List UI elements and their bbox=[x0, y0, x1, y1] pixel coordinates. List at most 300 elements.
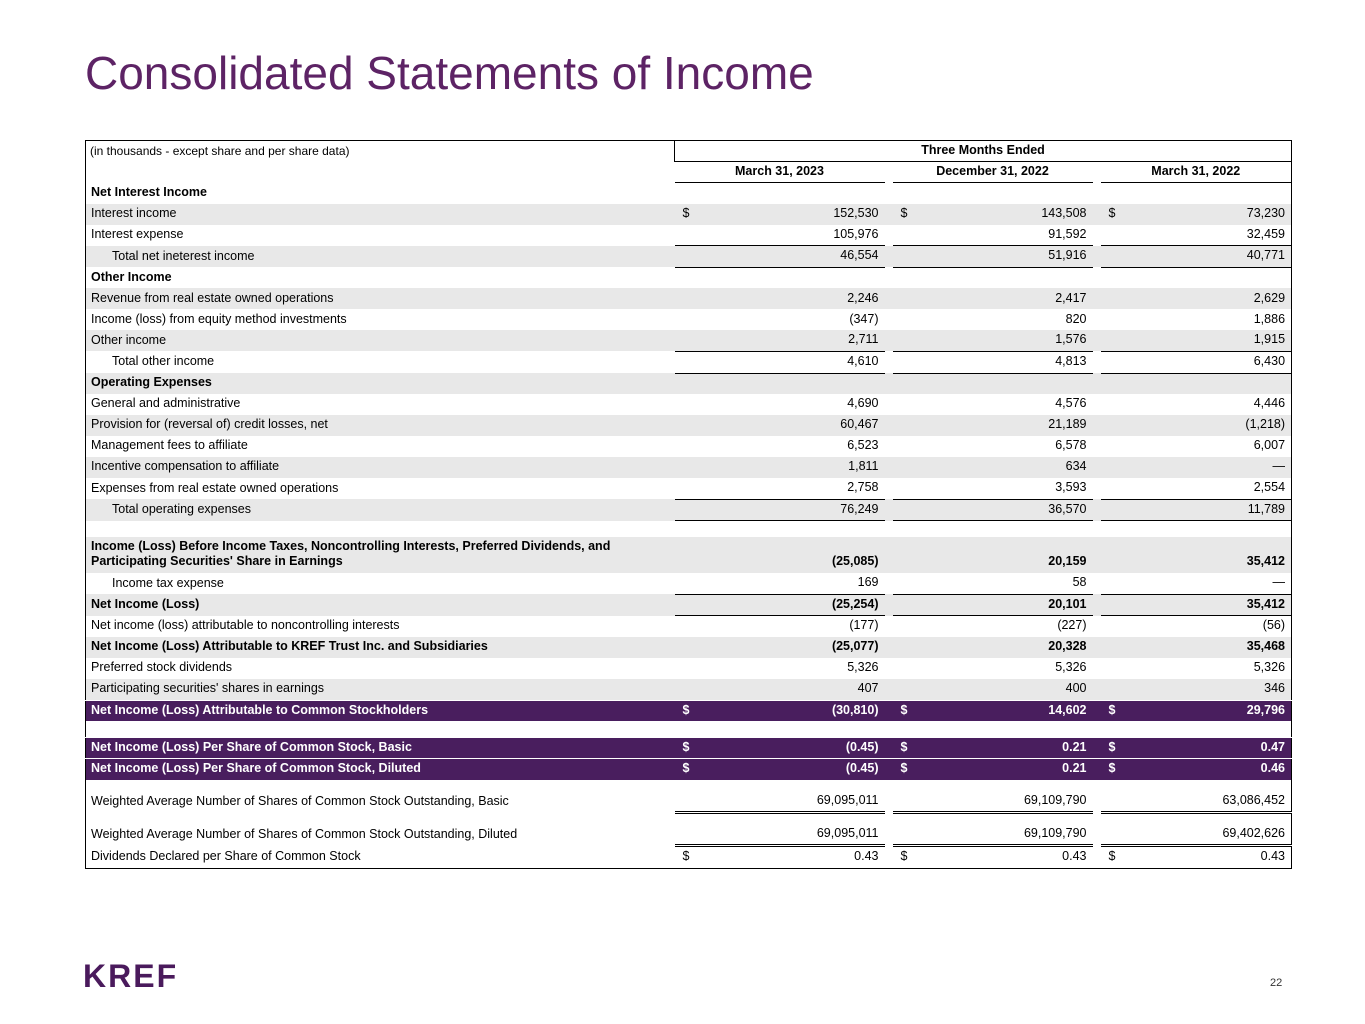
cell-value: 60,467 bbox=[840, 417, 879, 432]
value-cell bbox=[675, 721, 885, 737]
column-gap bbox=[1093, 521, 1101, 537]
column-gap bbox=[885, 246, 893, 268]
value-cell bbox=[1101, 521, 1292, 537]
value-cell bbox=[1101, 267, 1292, 288]
value-cell bbox=[675, 616, 885, 637]
table-row bbox=[86, 658, 1292, 679]
cell-value: — bbox=[1272, 575, 1286, 589]
cell-value: 0.21 bbox=[1062, 761, 1087, 776]
cell-value: 2,554 bbox=[1253, 480, 1286, 494]
row-label: Dividends Declared per Share of Common Stock bbox=[91, 849, 361, 864]
value-cell bbox=[893, 204, 1093, 225]
column-gap bbox=[885, 679, 893, 700]
empty-header-cell bbox=[86, 162, 675, 183]
consolidated-income-table bbox=[85, 140, 1292, 869]
column-gap bbox=[885, 700, 893, 721]
column-gap bbox=[1093, 658, 1101, 679]
value-cell bbox=[675, 737, 885, 759]
dollar-sign: $ bbox=[1108, 761, 1116, 776]
column-gap bbox=[885, 594, 893, 616]
cell-value: 2,629 bbox=[1253, 290, 1286, 305]
table-row bbox=[86, 457, 1292, 478]
value-cell bbox=[675, 780, 885, 813]
cell-value: 0.47 bbox=[1260, 739, 1286, 754]
cell-value: 346 bbox=[1264, 680, 1286, 695]
dollar-sign: $ bbox=[900, 739, 908, 754]
row-label: Income tax expense bbox=[112, 575, 224, 590]
value-cell bbox=[675, 846, 885, 869]
dollar-sign: $ bbox=[1108, 739, 1116, 754]
spacer-row bbox=[86, 721, 1292, 737]
cell-value: 0.21 bbox=[1062, 739, 1087, 754]
value-cell bbox=[1101, 415, 1292, 436]
cell-value: (177) bbox=[849, 618, 879, 633]
column-gap bbox=[885, 330, 893, 351]
column-gap bbox=[1093, 394, 1101, 415]
dollar-sign: $ bbox=[900, 849, 908, 864]
value-cell bbox=[1101, 351, 1292, 373]
value-cell bbox=[1101, 658, 1292, 679]
cell-value: 91,592 bbox=[1048, 226, 1087, 241]
cell-value: 407 bbox=[857, 680, 879, 695]
row-label bbox=[86, 521, 675, 537]
value-cell bbox=[675, 813, 885, 846]
row-label: Net Income (Loss) Attributable to Common Stockholders bbox=[86, 700, 675, 721]
cell-value: (0.45) bbox=[845, 739, 879, 754]
column-gap bbox=[1093, 457, 1101, 478]
value-cell bbox=[893, 330, 1093, 351]
value-cell bbox=[675, 204, 885, 225]
dollar-sign: $ bbox=[682, 702, 690, 717]
column-gap bbox=[885, 658, 893, 679]
cell-value: 1,576 bbox=[1055, 332, 1087, 347]
value-cell bbox=[1101, 246, 1292, 268]
column-gap bbox=[1093, 846, 1101, 869]
table-row bbox=[86, 813, 1292, 846]
cell-value: (30,810) bbox=[831, 702, 879, 717]
column-gap bbox=[1093, 721, 1101, 737]
row-label: Incentive compensation to affiliate bbox=[86, 457, 675, 478]
value-cell bbox=[1101, 204, 1292, 225]
row-label: Revenue from real estate owned operations bbox=[86, 288, 675, 309]
column-gap bbox=[1093, 267, 1101, 288]
value-cell bbox=[1101, 846, 1292, 869]
value-cell bbox=[675, 573, 885, 594]
column-header-march-2022: March 31, 2022 bbox=[1101, 162, 1292, 183]
value-cell bbox=[675, 521, 885, 537]
row-label: Net Income (Loss) Per Share of Common Stock, Basic bbox=[86, 737, 675, 759]
cell-value: 3,593 bbox=[1055, 480, 1087, 494]
row-label: Interest expense bbox=[91, 227, 184, 241]
cell-value: (25,077) bbox=[831, 639, 879, 654]
income-statement-table bbox=[85, 140, 1291, 869]
cell-value: (25,085) bbox=[831, 554, 879, 569]
value-cell bbox=[1101, 436, 1292, 457]
value-cell bbox=[1101, 721, 1292, 737]
value-cell bbox=[675, 288, 885, 309]
table-note-row bbox=[86, 141, 1292, 162]
value-cell bbox=[893, 594, 1093, 616]
table-note: (in thousands - except share and per share data) bbox=[86, 141, 675, 162]
row-label: Net Income (Loss) Attributable to KREF Trust Inc. and Subsidiaries bbox=[86, 637, 675, 658]
value-cell bbox=[675, 183, 885, 204]
value-cell bbox=[1101, 594, 1292, 616]
table-row bbox=[86, 309, 1292, 330]
column-gap bbox=[1093, 679, 1101, 700]
dollar-sign: $ bbox=[900, 205, 908, 220]
cell-value: 169 bbox=[857, 575, 879, 589]
value-cell bbox=[675, 679, 885, 700]
table-row bbox=[86, 759, 1292, 780]
table-row bbox=[86, 246, 1292, 268]
column-gap bbox=[885, 309, 893, 330]
cell-value: (0.45) bbox=[845, 761, 879, 776]
value-cell bbox=[1101, 225, 1292, 246]
value-cell bbox=[675, 394, 885, 415]
kref-logo: KREF bbox=[83, 958, 179, 994]
column-gap bbox=[1093, 537, 1101, 573]
value-cell bbox=[675, 415, 885, 436]
column-gap bbox=[885, 288, 893, 309]
row-label: Total net ineterest income bbox=[86, 246, 675, 268]
column-gap bbox=[885, 436, 893, 457]
cell-value: 0.43 bbox=[1260, 849, 1286, 864]
value-cell bbox=[893, 759, 1093, 780]
value-cell bbox=[675, 478, 885, 499]
value-cell bbox=[893, 415, 1093, 436]
cell-value: 11,789 bbox=[1247, 501, 1286, 516]
value-cell bbox=[893, 658, 1093, 679]
cell-value: (56) bbox=[1262, 618, 1286, 633]
value-cell bbox=[893, 521, 1093, 537]
value-cell bbox=[1101, 813, 1292, 846]
income-table-body bbox=[86, 183, 1292, 869]
table-row bbox=[86, 594, 1292, 616]
cell-value: 5,326 bbox=[1055, 660, 1087, 675]
column-gap bbox=[885, 721, 893, 737]
column-gap bbox=[1093, 162, 1101, 183]
value-cell bbox=[893, 637, 1093, 658]
column-gap bbox=[885, 204, 893, 225]
row-label: Income (loss) from equity method investments bbox=[91, 311, 347, 326]
page-title: Consolidated Statements of Income bbox=[85, 47, 814, 99]
value-cell bbox=[893, 737, 1093, 759]
column-gap bbox=[885, 457, 893, 478]
row-label: Income (Loss) Before Income Taxes, Noncontrolling Interests, Preferred Dividends, and Participating Securities' Share in Earnings bbox=[86, 537, 675, 573]
dollar-sign: $ bbox=[900, 761, 908, 776]
column-gap bbox=[1093, 737, 1101, 759]
value-cell bbox=[1101, 637, 1292, 658]
value-cell bbox=[893, 813, 1093, 846]
column-gap bbox=[885, 616, 893, 637]
cell-value: 4,813 bbox=[1055, 353, 1087, 368]
column-gap bbox=[1093, 351, 1101, 373]
cell-value: 76,249 bbox=[840, 501, 879, 516]
cell-value: 4,690 bbox=[847, 396, 879, 411]
value-cell bbox=[893, 616, 1093, 637]
cell-value: 14,602 bbox=[1048, 702, 1087, 717]
value-cell bbox=[893, 309, 1093, 330]
value-cell bbox=[1101, 537, 1292, 573]
value-cell bbox=[675, 658, 885, 679]
cell-value: 35,468 bbox=[1246, 639, 1286, 654]
value-cell bbox=[675, 436, 885, 457]
table-row bbox=[86, 394, 1292, 415]
cell-value: 6,578 bbox=[1055, 438, 1087, 453]
table-row bbox=[86, 436, 1292, 457]
row-label: Weighted Average Number of Shares of Common Stock Outstanding, Basic bbox=[91, 794, 509, 809]
value-cell bbox=[675, 246, 885, 268]
table-row bbox=[86, 225, 1292, 246]
spacer-row bbox=[86, 521, 1292, 537]
dollar-sign: $ bbox=[682, 739, 690, 754]
cell-value: (25,254) bbox=[831, 596, 879, 611]
value-cell bbox=[675, 499, 885, 521]
column-header-row bbox=[86, 162, 1292, 183]
cell-value: 105,976 bbox=[833, 226, 879, 241]
column-gap bbox=[1093, 373, 1101, 394]
column-gap bbox=[885, 813, 893, 846]
value-cell bbox=[893, 394, 1093, 415]
value-cell bbox=[893, 267, 1093, 288]
cell-value: 20,328 bbox=[1048, 639, 1087, 654]
cell-value: 0.43 bbox=[854, 849, 879, 864]
table-row bbox=[86, 737, 1292, 759]
cell-value: 2,417 bbox=[1055, 290, 1087, 305]
row-label: Provision for (reversal of) credit losses, net bbox=[86, 415, 675, 436]
cell-value: 2,758 bbox=[847, 480, 879, 494]
column-gap bbox=[1093, 415, 1101, 436]
cell-value: 400 bbox=[1065, 680, 1087, 695]
table-row bbox=[86, 288, 1292, 309]
column-header-december-2022: December 31, 2022 bbox=[893, 162, 1093, 183]
cell-value: 69,095,011 bbox=[816, 792, 879, 807]
column-header-march-2023: March 31, 2023 bbox=[675, 162, 885, 183]
table-row bbox=[86, 616, 1292, 637]
dollar-sign: $ bbox=[1108, 849, 1116, 864]
row-label: Preferred stock dividends bbox=[91, 660, 233, 675]
dollar-sign: $ bbox=[1108, 702, 1116, 717]
cell-value: 1,811 bbox=[848, 459, 879, 474]
row-label: Total operating expenses bbox=[86, 499, 675, 521]
value-cell bbox=[893, 373, 1093, 394]
value-cell bbox=[1101, 679, 1292, 700]
cell-value: 73,230 bbox=[1246, 205, 1286, 220]
column-gap bbox=[1093, 499, 1101, 521]
cell-value: 143,508 bbox=[1041, 205, 1087, 220]
cell-value: 2,246 bbox=[847, 290, 879, 305]
value-cell bbox=[893, 780, 1093, 813]
table-row bbox=[86, 846, 1292, 869]
value-cell bbox=[675, 373, 885, 394]
value-cell bbox=[1101, 288, 1292, 309]
value-cell bbox=[1101, 183, 1292, 204]
value-cell bbox=[1101, 478, 1292, 499]
row-label: Other income bbox=[86, 330, 675, 351]
value-cell bbox=[893, 573, 1093, 594]
column-gap bbox=[1093, 478, 1101, 499]
column-gap bbox=[885, 162, 893, 183]
dollar-sign: $ bbox=[682, 205, 690, 220]
dollar-sign: $ bbox=[900, 702, 908, 717]
cell-value: 5,326 bbox=[847, 660, 879, 675]
table-row bbox=[86, 267, 1292, 288]
dollar-sign: $ bbox=[682, 761, 690, 776]
row-label: Operating Expenses bbox=[86, 373, 675, 394]
cell-value: — bbox=[1272, 459, 1286, 474]
cell-value: 69,109,790 bbox=[1023, 792, 1087, 807]
cell-value: 634 bbox=[1065, 459, 1087, 474]
value-cell bbox=[675, 309, 885, 330]
cell-value: 1,886 bbox=[1253, 311, 1286, 326]
period-header: Three Months Ended bbox=[675, 141, 1292, 162]
value-cell bbox=[893, 721, 1093, 737]
value-cell bbox=[893, 499, 1093, 521]
cell-value: 69,402,626 bbox=[1222, 825, 1286, 840]
cell-value: 820 bbox=[1065, 311, 1087, 326]
value-cell bbox=[1101, 780, 1292, 813]
row-label: Interest income bbox=[86, 204, 675, 225]
row-label: Total other income bbox=[112, 354, 215, 369]
row-label: Weighted Average Number of Shares of Common Stock Outstanding, Diluted bbox=[91, 827, 518, 842]
table-row bbox=[86, 780, 1292, 813]
cell-value: 0.43 bbox=[1062, 849, 1087, 864]
column-gap bbox=[1093, 573, 1101, 594]
value-cell bbox=[675, 759, 885, 780]
cell-value: 6,430 bbox=[1253, 353, 1286, 368]
value-cell bbox=[675, 637, 885, 658]
value-cell bbox=[1101, 373, 1292, 394]
column-gap bbox=[1093, 637, 1101, 658]
column-gap bbox=[885, 521, 893, 537]
table-row bbox=[86, 499, 1292, 521]
column-gap bbox=[885, 499, 893, 521]
column-gap bbox=[1093, 616, 1101, 637]
value-cell bbox=[675, 330, 885, 351]
column-gap bbox=[1093, 183, 1101, 204]
cell-value: 20,159 bbox=[1048, 554, 1087, 569]
column-gap bbox=[885, 415, 893, 436]
cell-value: 40,771 bbox=[1246, 248, 1286, 263]
cell-value: 4,446 bbox=[1253, 396, 1286, 411]
table-row bbox=[86, 537, 1292, 573]
dollar-sign: $ bbox=[1108, 205, 1116, 220]
column-gap bbox=[1093, 225, 1101, 246]
column-gap bbox=[885, 373, 893, 394]
column-gap bbox=[1093, 288, 1101, 309]
value-cell bbox=[1101, 700, 1292, 721]
column-gap bbox=[885, 183, 893, 204]
value-cell bbox=[675, 594, 885, 616]
table-row bbox=[86, 373, 1292, 394]
value-cell bbox=[675, 267, 885, 288]
value-cell bbox=[675, 351, 885, 373]
value-cell bbox=[1101, 573, 1292, 594]
page-number: 22 bbox=[1270, 977, 1283, 989]
column-gap bbox=[1093, 700, 1101, 721]
table-row bbox=[86, 637, 1292, 658]
cell-value: 29,796 bbox=[1246, 702, 1286, 717]
cell-value: 32,459 bbox=[1246, 226, 1286, 241]
value-cell bbox=[1101, 330, 1292, 351]
cell-value: 69,095,011 bbox=[816, 825, 879, 840]
column-gap bbox=[1093, 436, 1101, 457]
row-label bbox=[86, 721, 675, 737]
column-gap bbox=[1093, 246, 1101, 268]
cell-value: (1,218) bbox=[1245, 417, 1286, 432]
value-cell bbox=[1101, 759, 1292, 780]
column-gap bbox=[885, 780, 893, 813]
table-row bbox=[86, 415, 1292, 436]
value-cell bbox=[675, 225, 885, 246]
value-cell bbox=[1101, 309, 1292, 330]
value-cell bbox=[893, 246, 1093, 268]
table-row bbox=[86, 679, 1292, 700]
row-label: Participating securities' shares in earnings bbox=[86, 679, 675, 700]
column-gap bbox=[1093, 594, 1101, 616]
dollar-sign: $ bbox=[682, 849, 690, 864]
table-row bbox=[86, 573, 1292, 594]
column-gap bbox=[885, 478, 893, 499]
column-gap bbox=[885, 637, 893, 658]
cell-value: 63,086,452 bbox=[1222, 792, 1286, 807]
value-cell bbox=[893, 700, 1093, 721]
row-label: Net Income (Loss) Per Share of Common Stock, Diluted bbox=[86, 759, 675, 780]
cell-value: 51,916 bbox=[1048, 248, 1087, 263]
cell-value: 6,523 bbox=[847, 438, 879, 453]
table-row bbox=[86, 183, 1292, 204]
row-label: Net income (loss) attributable to noncontrolling interests bbox=[91, 618, 400, 633]
value-cell bbox=[675, 537, 885, 573]
column-gap bbox=[885, 737, 893, 759]
value-cell bbox=[893, 478, 1093, 499]
column-gap bbox=[885, 573, 893, 594]
cell-value: 21,189 bbox=[1048, 417, 1087, 432]
cell-value: 5,326 bbox=[1253, 660, 1286, 675]
row-label: General and administrative bbox=[91, 396, 241, 411]
column-gap bbox=[885, 225, 893, 246]
value-cell bbox=[675, 700, 885, 721]
table-row bbox=[86, 700, 1292, 721]
column-gap bbox=[885, 846, 893, 869]
cell-value: 20,101 bbox=[1048, 596, 1087, 611]
value-cell bbox=[893, 846, 1093, 869]
column-gap bbox=[1093, 759, 1101, 780]
value-cell bbox=[893, 225, 1093, 246]
column-gap bbox=[1093, 813, 1101, 846]
value-cell bbox=[893, 351, 1093, 373]
cell-value: 4,610 bbox=[847, 353, 879, 368]
cell-value: (227) bbox=[1057, 618, 1087, 633]
value-cell bbox=[893, 679, 1093, 700]
table-row bbox=[86, 204, 1292, 225]
row-label: Management fees to affiliate bbox=[91, 438, 248, 453]
cell-value: 35,412 bbox=[1246, 596, 1286, 611]
cell-value: (347) bbox=[849, 311, 879, 326]
column-gap bbox=[1093, 309, 1101, 330]
cell-value: 36,570 bbox=[1048, 501, 1087, 516]
row-label: Net Income (Loss) bbox=[86, 594, 675, 616]
column-gap bbox=[885, 759, 893, 780]
column-gap bbox=[1093, 330, 1101, 351]
table-row bbox=[86, 330, 1292, 351]
value-cell bbox=[1101, 616, 1292, 637]
column-gap bbox=[1093, 204, 1101, 225]
table-row bbox=[86, 351, 1292, 373]
column-gap bbox=[885, 267, 893, 288]
value-cell bbox=[893, 436, 1093, 457]
value-cell bbox=[1101, 499, 1292, 521]
